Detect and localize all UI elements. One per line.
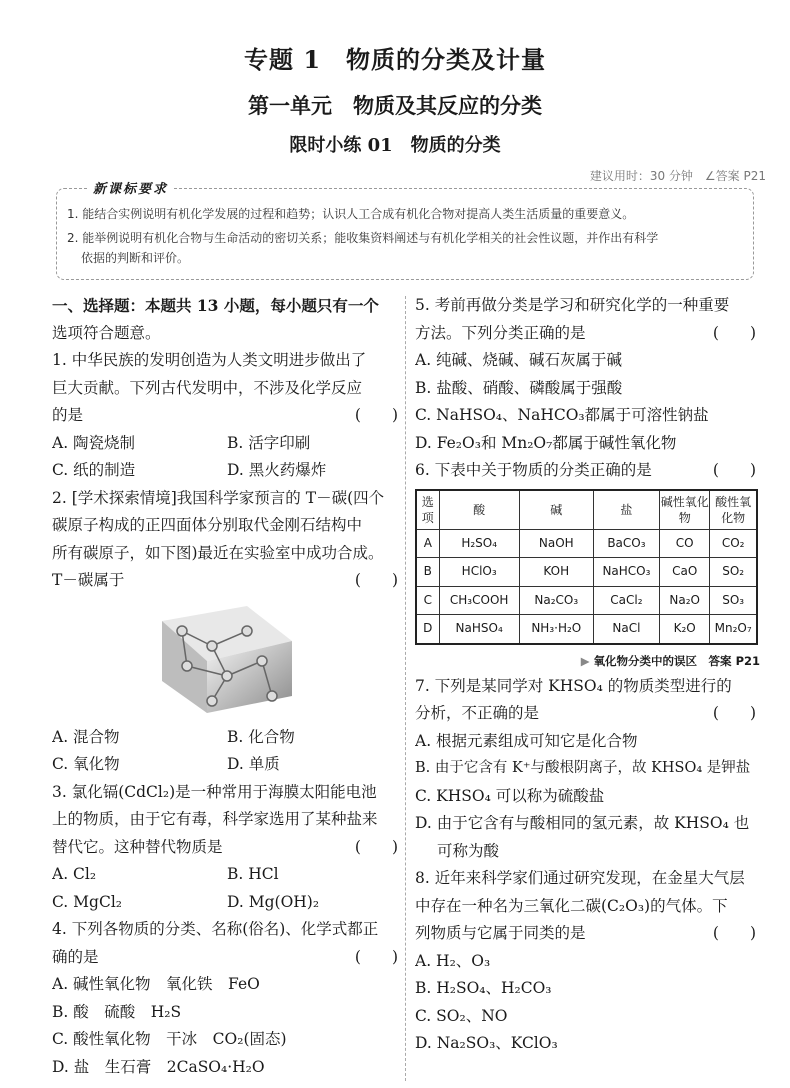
classification-table: [415, 489, 758, 645]
answer-bracket: ( ): [354, 571, 398, 589]
answer-bracket: ( ): [712, 924, 756, 942]
requirement-item: 2. 能举例说明有机化合物与生命活动的密切关系；能收集资料阐述与有机化学相关的社会性议题，并作出有科学: [67, 231, 659, 245]
option: A. 碱性氧化物 氧化铁 FeO: [52, 975, 260, 993]
table-cell: KOH: [519, 558, 593, 587]
option: B. H₂SO₄、H₂CO₃: [415, 979, 552, 997]
q8-stem: 8. 近年来科学家们通过研究发现，在金星大气层: [415, 869, 745, 887]
table-cell: D: [416, 615, 439, 644]
q2-stem: 2. [学术探索情境]我国科学家预言的 T－碳(四个: [52, 488, 385, 507]
q2-stem: 碳原子构成的正四面体分别取代金刚石结构中: [52, 516, 363, 534]
table-cell: CaCl₂: [593, 586, 659, 615]
right-column: [415, 292, 760, 1058]
section-heading-cont: 选项符合题意。: [52, 323, 161, 342]
table-cell: CO₂: [710, 529, 757, 558]
table-header: 选项: [416, 490, 439, 530]
requirements-box: [56, 182, 754, 280]
option: A. 根据元素组成可知它是化合物: [415, 731, 638, 750]
triangle-icon: ▶: [580, 653, 590, 668]
q2-stem-last: T－碳属于 ( ): [52, 567, 402, 595]
option: C. 纸的制造: [52, 461, 136, 479]
column-divider: [405, 296, 406, 1081]
q8-stem: 中存在一种名为三氧化二碳(C₂O₃)的气体。下: [415, 896, 728, 915]
requirement-item: 1. 能结合实例说明有机化学发展的过程和趋势；认识人工合成有机化合物对提高人类生活质量的重要意义。: [67, 207, 635, 221]
option: A. 纯碱、烧碱、碱石灰属于碱: [415, 351, 623, 369]
q5-stem-last: 方法。下列分类正确的是 ( ): [415, 320, 760, 348]
option: A. 混合物: [52, 727, 120, 746]
q3-stem-last: 替代它。这种替代物质是 ( ): [52, 834, 402, 862]
q3-options: [52, 861, 402, 889]
option: A. 陶瓷烧制: [52, 433, 136, 452]
option: C. MgCl₂: [52, 892, 122, 911]
option: D. 盐 生石膏 2CaSO₄·H₂O: [52, 1057, 265, 1076]
q2-options: [52, 751, 402, 779]
table-cell: NH₃·H₂O: [519, 615, 593, 644]
option: D. Na₂SO₃、KClO₃: [415, 1034, 558, 1052]
q3-stem: 3. 氯化镉(CdCl₂)是一种常用于海膜太阳能电池: [52, 782, 377, 801]
table-cell: HClO₃: [439, 558, 519, 587]
q4-stem-last: 确的是 ( ): [52, 944, 402, 972]
option: B. HCl: [227, 865, 279, 883]
table-cell: H₂SO₄: [439, 529, 519, 558]
table-row: [416, 615, 757, 644]
option: B. 盐酸、硝酸、磷酸属于强酸: [415, 378, 623, 397]
table-header: 碱性氧化物: [660, 490, 710, 530]
table-cell: CaO: [660, 558, 710, 587]
table-cell: Mn₂O₇: [710, 615, 757, 644]
table-cell: K₂O: [660, 615, 710, 644]
q2-options: [52, 724, 402, 752]
option: D. Fe₂O₃和 Mn₂O₇都属于碱性氧化物: [415, 433, 677, 452]
q4-stem: 4. 下列各物质的分类、名称(俗名)、化学式都正: [52, 920, 379, 938]
option: B. 化合物: [227, 727, 295, 746]
left-column: [52, 292, 402, 1081]
table-cell: NaOH: [519, 529, 593, 558]
option: B. 由于它含有 K⁺与酸根阴离子，故 KHSO₄ 是钾盐: [415, 760, 751, 776]
option: C. SO₂、NO: [415, 1006, 508, 1025]
table-cell: Na₂CO₃: [519, 586, 593, 615]
table-cell: NaHCO₃: [593, 558, 659, 587]
unit-title: 第一单元 物质及其反应的分类: [248, 93, 542, 118]
q7-stem-last: 分析，不正确的是 ( ): [415, 700, 760, 728]
table-cell: NaCl: [593, 615, 659, 644]
q1-options: [52, 457, 402, 485]
q6-stem: 6. 下表中关于物质的分类正确的是 ( ): [415, 457, 760, 485]
q8-stem-last: 列物质与它属于同类的是 ( ): [415, 920, 760, 948]
answer-bracket: ( ): [354, 837, 398, 856]
table-cell: SO₂: [710, 558, 757, 587]
section-heading: 一、选择题：本题共 13 小题，每小题只有一个: [52, 296, 379, 315]
answer-bracket: ( ): [354, 406, 398, 424]
t-carbon-structure-image: [152, 601, 302, 716]
option: C. KHSO₄ 可以称为硫酸盐: [415, 786, 605, 805]
table-row: [416, 558, 757, 587]
table-cell: BaCO₃: [593, 529, 659, 558]
answer-bracket: ( ): [712, 461, 756, 479]
table-cell: Na₂O: [660, 586, 710, 615]
option: B. 酸 硫酸 H₂S: [52, 1002, 182, 1021]
table-cell: A: [416, 529, 439, 558]
option: B. 活字印刷: [227, 433, 311, 452]
table-header: 盐: [593, 490, 659, 530]
table-row: [416, 586, 757, 615]
option-cont: 可称为酸: [437, 841, 500, 860]
q1-stem: 1. 中华民族的发明创造为人类文明进步做出了: [52, 351, 367, 369]
time-info: 建议用时：30 分钟 ∠答案 P21: [589, 169, 766, 183]
answer-bracket: ( ): [712, 704, 756, 722]
option: A. Cl₂: [52, 865, 97, 883]
table-cell: CH₃COOH: [439, 586, 519, 615]
option: A. H₂、O₃: [415, 951, 491, 970]
requirement-item: 依据的判断和评价。: [81, 251, 190, 265]
q3-options: [52, 889, 402, 917]
table-cell: CO: [660, 529, 710, 558]
option: D. Mg(OH)₂: [227, 892, 320, 911]
option: D. 单质: [227, 755, 280, 773]
table-cell: NaHSO₄: [439, 615, 519, 644]
table-header-row: [416, 490, 757, 530]
answer-bracket: ( ): [712, 323, 756, 342]
q3-stem: 上的物质，由于它有毒，科学家选用了某种盐来: [52, 810, 378, 828]
table-header: 酸性氧化物: [710, 490, 757, 530]
answer-bracket: ( ): [354, 947, 398, 966]
answer-note: ▶ 氧化物分类中的误区 答案 P21: [580, 653, 760, 668]
requirements-title: 新课标要求: [87, 178, 174, 197]
exercise-title: 限时小练 01 物质的分类: [289, 135, 501, 156]
option: C. 氧化物: [52, 755, 120, 773]
q1-stem-last: 的是 ( ): [52, 402, 402, 430]
topic-title: 专题 1 物质的分类及计量: [243, 45, 547, 74]
table-cell: C: [416, 586, 439, 615]
q1-stem: 巨大贡献。下列古代发明中，不涉及化学反应: [52, 378, 363, 397]
q7-stem: 7. 下列是某同学对 KHSO₄ 的物质类型进行的: [415, 676, 732, 695]
q5-stem: 5. 考前再做分类是学习和研究化学的一种重要: [415, 296, 730, 314]
table-row: [416, 529, 757, 558]
q2-stem: 所有碳原子，如下图)最近在实验室中成功合成。: [52, 543, 384, 562]
option: C. NaHSO₄、NaHCO₃都属于可溶性钠盐: [415, 406, 709, 424]
q1-options: [52, 430, 402, 458]
option: D. 黑火药爆炸: [227, 461, 327, 479]
option: C. 酸性氧化物 干冰 CO₂(固态): [52, 1030, 287, 1048]
table-cell: SO₃: [710, 586, 757, 615]
table-cell: B: [416, 558, 439, 587]
table-header: 碱: [519, 490, 593, 530]
table-header: 酸: [439, 490, 519, 530]
option: D. 由于它含有与酸相同的氢元素，故 KHSO₄ 也: [415, 814, 750, 832]
